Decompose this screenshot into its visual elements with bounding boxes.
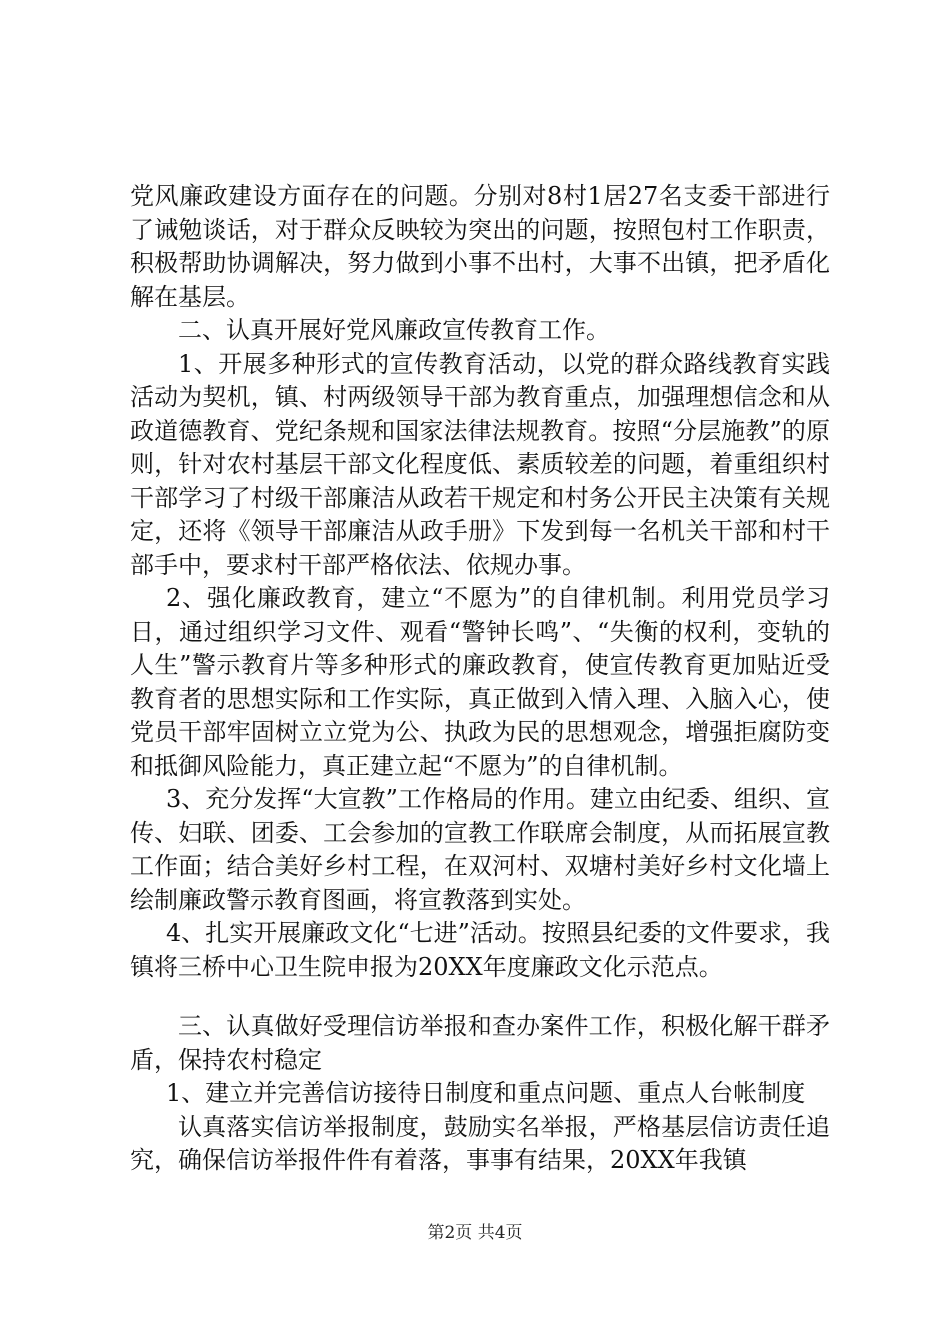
section-heading-3: 三、认真做好受理信访举报和查办案件工作，积极化解干群矛盾，保持农村稳定 — [130, 1012, 830, 1074]
document-body — [130, 180, 830, 1178]
paragraph-gap — [130, 984, 830, 1010]
paragraph-item-1: 1、开展多种形式的宣传教育活动，以党的群众路线教育实践活动为契机，镇、村两级领导干部为教育重点，加强理想信念和从政道德教育、党纪条规和国家法律法规教育。按照“分层施教”的原则，针对农村基层干部文化程度低、素质较差的问题，着重组织村干部学习了村级干部廉洁从政若干规定和村务公开民主决策有关规定，还将《领导干部廉洁从政手册》下发到每一名机关干部和村干部手中，要求村干部严格依法、依规办事。 — [130, 349, 830, 579]
paragraph-continuation: 党风廉政建设方面存在的问题。分别对8村1居27名支委干部进行了诫勉谈话，对于群众反映较为突出的问题，按照包村工作职责，积极帮助协调解决，努力做到小事不出村，大事不出镇，把矛盾化解在基层。 — [130, 182, 830, 311]
paragraph-body: 认真落实信访举报制度，鼓励实名举报，严格基层信访责任追究，确保信访举报件件有着落，事事有结果，20XX年我镇 — [130, 1112, 830, 1174]
section-heading-2: 二、认真开展好党风廉政宣传教育工作。 — [178, 316, 610, 344]
paragraph-item-2: 2、强化廉政教育，建立“不愿为”的自律机制。利用党员学习日，通过组织学习文件、观看“警钟长鸣”、“失衡的权利，变轨的人生”警示教育片等多种形式的廉政教育，使宣传教育更加贴近受教育者的思想实际和工作实际，真正做到入情入理、入脑入心，使党员干部牢固树立立党为公、执政为民的思想观念，增强拒腐防变和抵御风险能力，真正建立起“不愿为”的自律机制。 — [130, 584, 830, 780]
paragraph-item-4: 4、扎实开展廉政文化“七进”活动。按照县纪委的文件要求，我镇将三桥中心卫生院申报为20XX年度廉政文化示范点。 — [130, 919, 830, 981]
subheading-item-1: 1、建立并完善信访接待日制度和重点问题、重点人台帐制度 — [166, 1079, 806, 1107]
page-footer: 第2页 共4页 — [427, 1223, 523, 1243]
paragraph-item-3: 3、充分发挥“大宣教”工作格局的作用。建立由纪委、组织、宣传、妇联、团委、工会参加的宣教工作联席会制度，从而拓展宣教工作面；结合美好乡村工程，在双河村、双塘村美好乡村文化墙上绘制廉政警示教育图画，将宣教落到实处。 — [130, 785, 830, 914]
